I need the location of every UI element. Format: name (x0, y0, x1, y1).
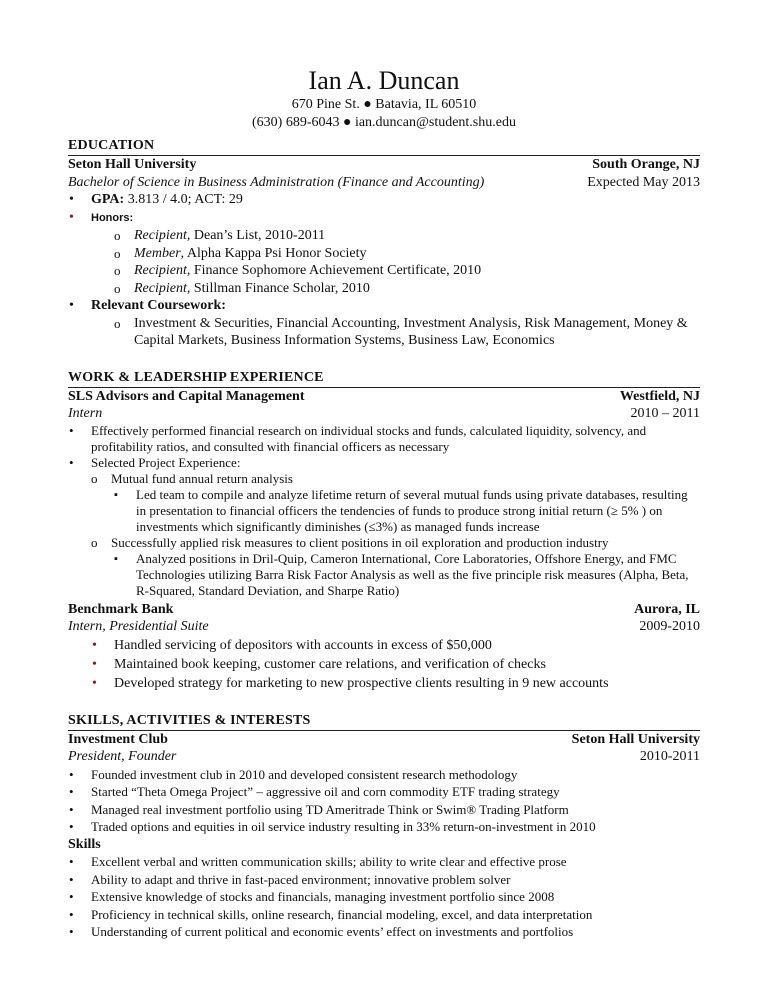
skills-heading: SKILLS, ACTIVITIES & INTERESTS (68, 713, 700, 731)
honor-text: , Stillman Finance Scholar, 2010 (186, 280, 370, 296)
honor-item (114, 227, 700, 245)
gpa-label: GPA: (91, 192, 125, 207)
honor-item (114, 262, 700, 280)
skill-bullet: • Excellent verbal and written communication skills; ability to write clear and effective prose (68, 853, 700, 871)
education-degree-row (68, 174, 700, 192)
job1-sub-list-2 (91, 535, 700, 551)
job1-sub-list (91, 471, 700, 487)
honors-list-wrap (68, 209, 700, 228)
skills-label: Skills (68, 836, 101, 852)
gpa-item (68, 191, 700, 209)
honor-role: Recipient (134, 263, 187, 278)
degree: Bachelor of Science in Business Administration (Finance and Accounting) (68, 174, 485, 190)
job2-bullet: • Handled servicing of depositors with accounts in excess of $50,000 (91, 636, 700, 655)
job1-detail-list (114, 487, 700, 535)
job1-role-row (68, 405, 700, 423)
coursework-list (114, 315, 700, 350)
honors-list (114, 227, 700, 297)
address-line: 670 Pine St. ● Batavia, IL 60510 (291, 97, 477, 112)
honor-role: Recipient (134, 280, 187, 296)
club-date: 2010-2011 (639, 749, 700, 764)
job2-bullet: • Developed strategy for marketing to new prospective clients resulting in 9 new accounts (91, 674, 700, 693)
job1-detail-list-2 (114, 551, 700, 599)
coursework-wrap (68, 297, 700, 315)
graduation-date: Expected May 2013 (587, 174, 700, 190)
school-location: South Orange, NJ (592, 157, 700, 172)
job1-bullet: • Effectively performed financial research on individual stocks and funds, calculated liquidity, solvency, and profitability ratios, and consulted with financial officers as necessary (68, 423, 700, 455)
skill-bullet: • Proficiency in technical skills, online research, financial modeling, excel, and data interpretation (68, 906, 700, 924)
job1-sub-item: o Successfully applied risk measures to client positions in oil exploration and production industry (91, 535, 700, 551)
skills-section (68, 713, 700, 941)
honor-item (114, 245, 700, 263)
job1-role: Intern (68, 406, 103, 421)
coursework-label: Relevant Coursework: (91, 298, 226, 313)
skill-bullet: • Ability to adapt and thrive in fast-paced environment; innovative problem solver (68, 871, 700, 889)
education-heading: EDUCATION (68, 138, 700, 156)
honors-item (68, 209, 700, 228)
skill-bullet: • Understanding of current political and economic events’ effect on investments and portfolios (68, 923, 700, 941)
job1-detail-item: ▪ Analyzed positions in Dril-Quip, Cameron International, Core Laboratories, Offshore Energy, and FMC Technologies utilizing Barra Risk Factor Analysis as well as the five principle risk measures (Alpha, Beta, R-Squared, Standard Deviation, and Sharpe Ratio) (114, 551, 700, 599)
honor-text: , Finance Sophomore Achievement Certificate, 2010 (186, 263, 482, 278)
honor-role: Member (134, 245, 181, 261)
honor-role: Recipient, (134, 228, 191, 243)
club-role: President, Founder (68, 749, 177, 764)
club-bullet: • Started “Theta Omega Project” – aggressive oil and corn commodity ETF trading strategy (68, 783, 700, 801)
resume-page (68, 66, 700, 941)
club-bullet: • Managed real investment portfolio using TD Ameritrade Think or Swim® Trading Platform (68, 801, 700, 819)
club-location: Seton Hall University (571, 731, 700, 747)
club-bullet: • Traded options and equities in oil service industry resulting in 33% return-on-investment in 2010 (68, 818, 700, 836)
coursework-text: o Investment & Securities, Financial Accounting, Investment Analysis, Risk Management, Money & Capital Markets, Business Information Systems, Business Law, Economics (114, 315, 700, 350)
education-school-row (68, 156, 700, 174)
job2-role-row (68, 618, 700, 636)
job1-location: Westfield, NJ (619, 388, 700, 404)
job1-detail-item: ▪ Led team to compile and analyze lifetime return of several mutual funds using private databases, resulting in presentation to financial officers the tendencies of funds to produce strong initial return (≥ 5% ) on investments which significantly diminishes (≤3%) as managed funds increase (114, 487, 700, 535)
job2-company-row (68, 601, 700, 619)
club-bullet: • Founded investment club in 2010 and developed consistent research methodology (68, 766, 700, 784)
job1-company-row (68, 388, 700, 406)
job1-company: SLS Advisors and Capital Management (68, 388, 305, 404)
honors-label: Honors: (91, 211, 134, 224)
job2-bullets (91, 636, 700, 693)
honor-text: Dean’s List, 2010-2011 (190, 228, 326, 243)
club-name: Investment Club (68, 731, 168, 747)
job2-date: 2009-2010 (639, 619, 700, 634)
coursework-item (68, 297, 700, 315)
work-heading: WORK & LEADERSHIP EXPERIENCE (68, 370, 700, 388)
candidate-name: Ian A. Duncan (308, 66, 460, 95)
job1-bullet: • Selected Project Experience: (68, 455, 700, 471)
job2-location: Aurora, IL (634, 601, 700, 617)
education-section (68, 138, 700, 350)
job1-sub-item: o Mutual fund annual return analysis (91, 471, 700, 487)
work-section (68, 370, 700, 693)
job2-role: Intern, Presidential Suite (68, 619, 209, 634)
job2-bullet: • Maintained book keeping, customer care relations, and verification of checks (91, 655, 700, 674)
club-role-row (68, 748, 700, 766)
gpa-value: 3.813 / 4.0; ACT: 29 (124, 192, 243, 207)
education-list (68, 191, 700, 209)
phone-email-line: (630) 689-6043 ● ian.duncan@student.shu.edu (252, 115, 516, 130)
job2-company: Benchmark Bank (68, 601, 174, 617)
job1-date: 2010 – 2011 (630, 406, 700, 421)
skill-bullets (68, 853, 700, 941)
honor-item (114, 280, 700, 298)
school-name: Seton Hall University (68, 157, 197, 172)
club-bullets (68, 766, 700, 836)
honor-text: , Alpha Kappa Psi Honor Society (180, 245, 367, 261)
club-row (68, 731, 700, 749)
job1-bullets (68, 423, 700, 471)
skill-bullet: • Extensive knowledge of stocks and financials, managing investment portfolio since 2008 (68, 888, 700, 906)
